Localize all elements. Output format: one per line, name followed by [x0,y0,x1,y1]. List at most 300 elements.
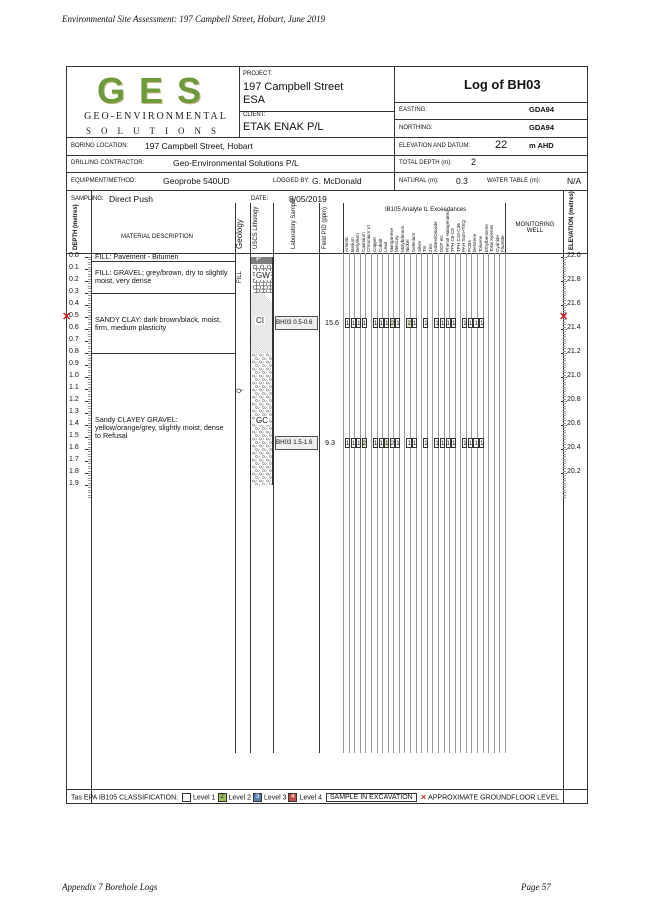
minor-tick [563,353,566,354]
legend-level4-box: 4 [288,793,297,802]
gravel-circle [259,410,261,412]
client-name: ETAK ENAK P/L [243,121,324,133]
minor-tick [88,274,91,275]
analyte-label: Lead [383,241,389,252]
minor-tick [563,370,566,371]
boring-location: 197 Campbell Street, Hobart [145,141,253,151]
minor-tick [88,317,91,318]
clay-dash [262,453,264,455]
minor-tick [563,363,566,364]
minor-tick [563,271,566,272]
minor-tick [88,295,91,296]
legend-level1: Level 1 [192,794,216,802]
minor-tick [88,312,91,313]
minor-tick [88,264,91,265]
depth-tick-label: 0.0 [69,252,79,259]
minor-tick [563,420,566,421]
gravel-circle [269,364,271,366]
col-material: MATERIAL DESCRIPTION [121,234,194,240]
analyte-grid-line [505,253,506,753]
minor-tick [88,276,91,277]
log-plot [62,252,587,753]
gravel-circle [259,480,261,482]
gravel-circle [255,392,257,394]
elevation-tick-label: 21.2 [567,348,581,355]
analyte-label: Benzene [472,233,478,252]
minor-tick [88,411,91,412]
gravel-circle [255,469,257,471]
project-line1: 197 Campbell Street [243,81,344,93]
sample-id: BH03 1.5-1.6 [276,439,313,446]
natural-label: NATURAL (m): [399,178,439,184]
minor-tick [88,351,91,352]
project-label: PROJECT: [243,71,273,77]
analyte-label: Cobalt [377,238,383,252]
ib105-cell: 1 [440,318,445,328]
analyte-grid-line [494,253,495,753]
clay-dash [265,442,267,444]
minor-tick [88,406,91,407]
analyte-label: Beryllium [355,233,361,252]
gravel-circle [252,368,254,370]
gravel-circle [259,382,261,384]
clay-dash [269,376,271,378]
minor-tick [88,336,91,337]
clay-dash [258,456,260,458]
analyte-grid-line [488,253,489,753]
minor-tick [88,403,91,404]
clay-hatch-line [251,293,272,309]
minor-tick [88,305,91,306]
depth-tick-label: 0.5 [69,312,79,319]
minor-tick [563,372,566,373]
minor-tick [563,427,566,428]
minor-tick [563,295,566,296]
northing-value: GDA94 [529,123,555,132]
minor-tick [563,399,566,400]
natural-value: 0.3 [456,176,468,186]
depth-tick-label: 1.4 [69,420,79,427]
clay-dash [265,372,267,374]
depth-tick-label: 1.6 [69,444,79,451]
water-table-label: WATER TABLE (m): [487,178,541,184]
minor-tick [563,334,566,335]
clay-dash [255,432,257,434]
clay-dash [262,404,264,406]
clay-dash [269,460,271,462]
gravel-circle [269,406,271,408]
analyte-label: Tin [422,245,428,252]
minor-tick [88,391,91,392]
equipment: Geoprobe 540UD [163,176,230,186]
clay-dash [255,467,257,469]
clay-dash [265,386,267,388]
gravel-clast [256,282,260,286]
analyte-label: Cadmium [360,232,366,252]
minor-tick [563,430,566,431]
footer-right: Page 57 [521,882,551,892]
gravel-circle [266,466,268,468]
minor-tick [88,365,91,366]
minor-tick [563,343,566,344]
clay-dash [258,470,260,472]
minor-tick [88,372,91,373]
stratum-description: FILL: GRAVEL; grey/brown, dry to slightly moist, very dense [95,267,228,285]
gravel-circle [269,448,271,450]
drilling-label: DRILLING CONTRACTOR: [71,160,145,166]
analyte-label: DDT etc [438,235,444,252]
stratum-boundary [91,353,235,354]
minor-tick [563,329,566,330]
minor-tick [563,367,566,368]
gravel-circle [266,375,268,377]
gravel-circle [255,462,257,464]
minor-tick [88,360,91,361]
minor-tick [563,466,566,467]
company-logo [73,71,239,135]
ib105-cell: 1 [446,318,451,328]
minor-tick [88,495,91,496]
depth-tick-label: 0.2 [69,276,79,283]
gravel-circle [259,473,261,475]
col-pid: Field PID (ppm) [322,206,328,249]
minor-tick [88,430,91,431]
minor-tick [563,339,566,340]
gravel-circle [252,375,254,377]
minor-tick [563,276,566,277]
minor-tick [88,343,91,344]
depth-tick-label: 0.1 [69,264,79,271]
minor-tick [563,432,566,433]
minor-tick [563,449,566,450]
minor-tick [88,334,91,335]
minor-tick [563,475,566,476]
analyte-label: Fluoride [500,235,506,252]
legend-title: Tas EPA IB105 CLASSIFICATION: [71,794,179,802]
gravel-circle [259,389,261,391]
analyte-label: Cyanide [494,235,500,252]
clay-dash [258,400,260,402]
clay-dash [255,460,257,462]
gravel-circle [262,427,264,429]
clay-dash [262,411,264,413]
minor-tick [563,425,566,426]
gravel-circle [269,357,271,359]
gravel-circle [252,466,254,468]
minor-tick [563,396,566,397]
minor-tick [563,279,566,280]
minor-tick [88,319,91,320]
minor-tick [88,348,91,349]
minor-tick [563,468,566,469]
minor-tick [88,399,91,400]
clay-dash [269,481,271,483]
groundfloor-marker-icon: ✕ [420,794,427,802]
clay-dash [265,365,267,367]
minor-tick [563,377,566,378]
minor-tick [88,418,91,419]
minor-tick [563,348,566,349]
elevation-tick-label: 21.4 [567,324,581,331]
minor-tick [88,439,91,440]
minor-tick [563,423,566,424]
minor-tick [563,324,566,325]
clay-dash [265,428,267,430]
analyte-label: Mercury [394,235,400,252]
depth-tick-label: 1.2 [69,396,79,403]
minor-tick [563,454,566,455]
ib105-cell: 2 [362,438,367,448]
minor-tick [563,365,566,366]
clay-dash [255,383,257,385]
gravel-circle [252,361,254,363]
clay-dash [269,453,271,455]
minor-tick [88,377,91,378]
minor-tick [563,391,566,392]
gravel-circle [266,389,268,391]
gravel-circle [266,361,268,363]
gravel-circle [262,364,264,366]
legend-level3: Level 3 [263,794,287,802]
depth-tick-label: 1.3 [69,408,79,415]
gravel-circle [255,483,257,485]
minor-tick [88,401,91,402]
gravel-circle [255,476,257,478]
minor-tick [88,480,91,481]
minor-tick [88,396,91,397]
minor-tick [88,454,91,455]
elevation-tick-label: 20.4 [567,444,581,451]
elevation-tick-label: 21.0 [567,372,581,379]
minor-tick [563,379,566,380]
analyte-label: TPH C10-C36 [455,223,461,252]
ib105-cell: 1 [384,438,389,448]
minor-tick [88,358,91,359]
clay-dash [262,481,264,483]
gravel-circle [252,354,254,356]
gravel-circle [252,459,254,461]
minor-tick [563,387,566,388]
ib105-cell: 1 [362,318,367,328]
minor-tick [563,401,566,402]
legend [71,793,559,802]
minor-tick [88,315,91,316]
gravel-circle [269,385,271,387]
ib105-cell: 1 [356,318,361,328]
clay-dash [265,463,267,465]
minor-tick [563,408,566,409]
depth-tick-label: 1.7 [69,456,79,463]
minor-tick [563,291,566,292]
gravel-clast [263,282,267,286]
minor-tick [563,281,566,282]
stratum-description: SANDY CLAY: dark brown/black, moist, firm, medium plasticity [95,314,221,332]
minor-tick [88,262,91,263]
gravel-circle [269,371,271,373]
legend-level4: Level 4 [299,794,322,802]
clay-dash [265,400,267,402]
elevation-value: 22 [495,139,508,151]
gravel-circle [266,354,268,356]
ib105-cell: 1 [451,438,456,448]
clay-dash [258,407,260,409]
minor-tick [88,281,91,282]
minor-tick [88,408,91,409]
gravel-circle [266,431,268,433]
minor-tick [88,286,91,287]
clay-dash [255,362,257,364]
depth-tick-label: 0.6 [69,324,79,331]
clay-dash [265,456,267,458]
minor-tick [563,269,566,270]
ib105-cell: 1 [395,438,400,448]
analyte-label: Barium [349,237,355,252]
col-depth: DEPTH (metres) [73,204,79,250]
minor-tick [563,413,566,414]
ib105-cell: 1 [351,318,356,328]
logo-line2: SOLUTIONS [85,126,226,136]
minor-tick [563,447,566,448]
gravel-circle [266,368,268,370]
analyte-label: Ethylbenzene [483,224,489,252]
minor-tick [563,480,566,481]
gravel-circle [269,462,271,464]
ib105-cell: 1 [440,438,445,448]
depth-tick-label: 0.7 [69,336,79,343]
depth-tick-label: 1.9 [69,480,79,487]
minor-tick [563,471,566,472]
logo-line1: GEO-ENVIRONMENTAL [84,111,228,122]
depth-tick-label: 1.8 [69,468,79,475]
minor-tick [88,490,91,491]
ib105-cell: 1 [356,438,361,448]
minor-tick [88,389,91,390]
minor-tick [563,406,566,407]
analyte-grid-line [460,253,461,753]
ib105-cell: 1 [462,438,467,448]
minor-tick [88,298,91,299]
gravel-circle [262,357,264,359]
gravel-circle [259,459,261,461]
gravel-circle [259,368,261,370]
logged-by: G. McDonald [312,176,362,186]
clay-dash [258,393,260,395]
analyte-label: Molybdenum [399,225,405,252]
boring-location-label: BORING LOCATION: [71,143,129,149]
ib105-cell: 2 [406,318,411,328]
gravel-circle [266,410,268,412]
minor-tick [88,456,91,457]
clay-dash [255,404,257,406]
minor-tick [88,478,91,479]
minor-tick [88,331,91,332]
minor-tick [563,492,566,493]
minor-tick [563,307,566,308]
gravel-circle [255,406,257,408]
col-ib105: IB105 Analyte IL Exceedances [385,207,467,213]
ib105-cell: 1 [373,318,378,328]
legend-level2-box: 2 [218,793,227,802]
groundfloor-marker-right-icon: ✕ [559,311,569,323]
analyte-label: Arsenic [344,236,349,252]
analyte-label: PCBs [466,240,472,252]
uscs-symbol: GW [256,271,270,281]
clay-dash [262,439,264,441]
clay-dash [258,379,260,381]
minor-tick [88,427,91,428]
legend-level1-box [182,793,191,802]
minor-tick [88,473,91,474]
minor-tick [88,420,91,421]
minor-tick [88,291,91,292]
analyte-label: Silver [416,240,422,252]
minor-tick [88,339,91,340]
minor-tick [88,475,91,476]
gravel-clast [267,265,271,269]
minor-tick [563,497,566,498]
analyte-label: Chromium VI [366,225,372,252]
depth-tick-label: 1.5 [69,432,79,439]
minor-tick [88,382,91,383]
clay-dash [255,453,257,455]
analyte-label: Toluene [478,235,484,252]
logo-mark: GES [96,70,216,111]
clay-dash [258,449,260,451]
sampling-label: SAMPLING: [71,196,104,202]
minor-tick [88,327,91,328]
clay-dash [258,428,260,430]
minor-tick [563,351,566,352]
clay-dash [262,474,264,476]
stratum-description: FILL: Pavement - Bitumen [95,252,179,262]
minor-tick [88,279,91,280]
elevation-tick-label: 21.6 [567,300,581,307]
gravel-circle [266,403,268,405]
sample-id: BH03 0.5-0.6 [276,319,313,326]
gravel-circle [266,473,268,475]
clay-dash [265,393,267,395]
gravel-circle [266,445,268,447]
col-monitoring: MONITORING WELL [515,222,555,234]
ib105-cell: 1 [434,438,439,448]
borehole-log-sheet [62,66,588,804]
depth-tick-label: 1.1 [69,384,79,391]
minor-tick [563,495,566,496]
clay-dash [269,446,271,448]
minor-tick [563,375,566,376]
minor-tick [563,341,566,342]
minor-tick [88,468,91,469]
gravel-circle [266,396,268,398]
clay-dash [269,474,271,476]
clay-dash [265,379,267,381]
minor-tick [88,384,91,385]
minor-tick [563,483,566,484]
gravel-circle [262,378,264,380]
gravel-circle [252,389,254,391]
minor-tick [88,379,91,380]
col-geology: Geology [235,219,244,249]
gravel-circle [269,483,271,485]
gravel-circle [252,473,254,475]
minor-tick [563,473,566,474]
date-label: DATE: [251,196,269,202]
gravel-circle [262,392,264,394]
easting-label: EASTING: [399,107,428,113]
clay-dash [269,383,271,385]
gravel-circle [269,378,271,380]
minor-tick [88,375,91,376]
